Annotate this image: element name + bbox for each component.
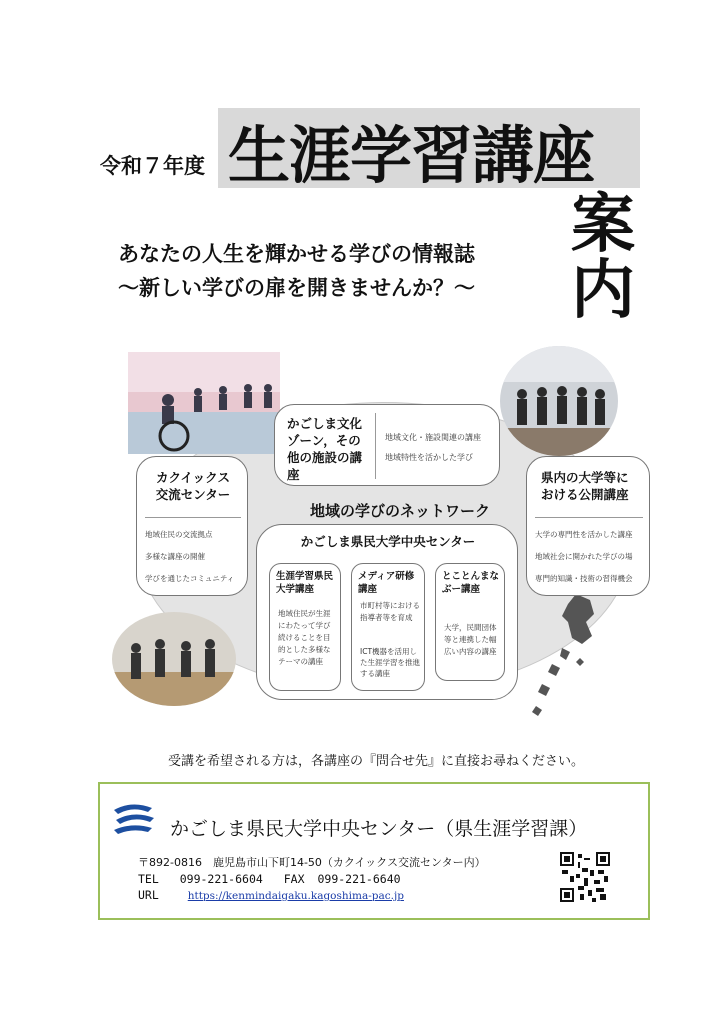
column-body-2: ICT機器を活用した生涯学習を推進する講座 [360,647,420,678]
photo-wheelchair-sports [128,352,280,454]
tel-number: 099-221-6604 [179,872,263,886]
url-label: URL [138,888,159,902]
network-title: 地域の学びのネットワーク [309,502,490,520]
tel-label: TEL [138,872,159,886]
culture-item-1: 地域文化・施設関連の講座 [385,433,481,442]
fax-number: 099-221-6640 [317,872,401,886]
photo-exercise-class [112,612,236,706]
website-link[interactable]: https://kenmindaigaku.kagoshima-pac.jp [187,890,404,902]
page-title-suffix: 案内 [571,188,635,328]
fiscal-year: 令和７年度 [100,154,205,178]
university-item-2: 地域社会に開かれた学びの場 [535,552,633,561]
contact-notice: 受講を希望される方は，各講座の『問合せ先』に直接お尋ねください。 [168,754,585,769]
box-kakuix-title: カクイックス交流センター [155,470,231,502]
contact-address: 〒892-0816 鹿児島市山下町14-50（カクイックス交流センター内） [138,856,486,869]
column-title: メディア研修講座 [358,571,415,595]
kakuix-item-3: 学びを通じたコミュニティ [145,574,235,583]
box-divider [535,517,643,518]
box-university-lectures [526,456,650,596]
qr-code-icon[interactable] [560,852,610,902]
column-media-training [351,563,425,691]
university-item-1: 大学の専門性を活かした講座 [535,530,633,539]
column-body: 大学，民間団体等と連携した幅広い内容の講座 [444,623,497,656]
box-culture-zone-title: かごしま文化ゾーン，その他の施設の講座 [287,416,363,482]
column-tokoton-manabu [435,563,505,681]
box-divider [145,517,241,518]
kakuix-item-1: 地域住民の交流拠点 [145,530,213,539]
box-culture-zone [274,404,500,486]
subtitle-line-1: あなたの人生を輝かせる学びの情報誌 [118,242,475,266]
column-body-1: 市町村等における指導者等を育成 [360,601,420,622]
kagoshima-map-icon [532,592,612,722]
box-university-title: 県内の大学等における公開講座 [541,470,629,502]
subtitle-line-2: ～新しい学びの扉を開きませんか？～ [118,276,475,300]
box-divider [375,413,376,479]
column-title: とことんまなぶー講座 [442,571,500,595]
column-title: 生涯学習県民大学講座 [276,571,334,595]
box-kakuix-center [136,456,248,596]
kakuix-item-2: 多様な講座の開催 [145,552,205,561]
contact-phone-row [138,872,401,886]
column-prefectural-lectures [269,563,341,691]
university-item-3: 専門的知識・技術の習得機会 [535,574,633,583]
fax-label: FAX [283,872,305,886]
box-prefectural-center [256,524,518,700]
photo-lecture-group [500,346,618,456]
column-body: 地域住民が生涯にわたって学び続けることを目的とした多様なテーマの講座 [278,609,331,666]
kagoshima-logo-icon [112,800,156,838]
box-center-title: かごしま県民大学中央センター [300,534,476,549]
contact-url-row [138,888,404,902]
page-title: 生涯学習講座 [228,119,595,192]
culture-item-2: 地域特性を活かした学び [385,453,473,462]
contact-org-name: かごしま県民大学中央センター（県生涯学習課） [170,818,588,840]
